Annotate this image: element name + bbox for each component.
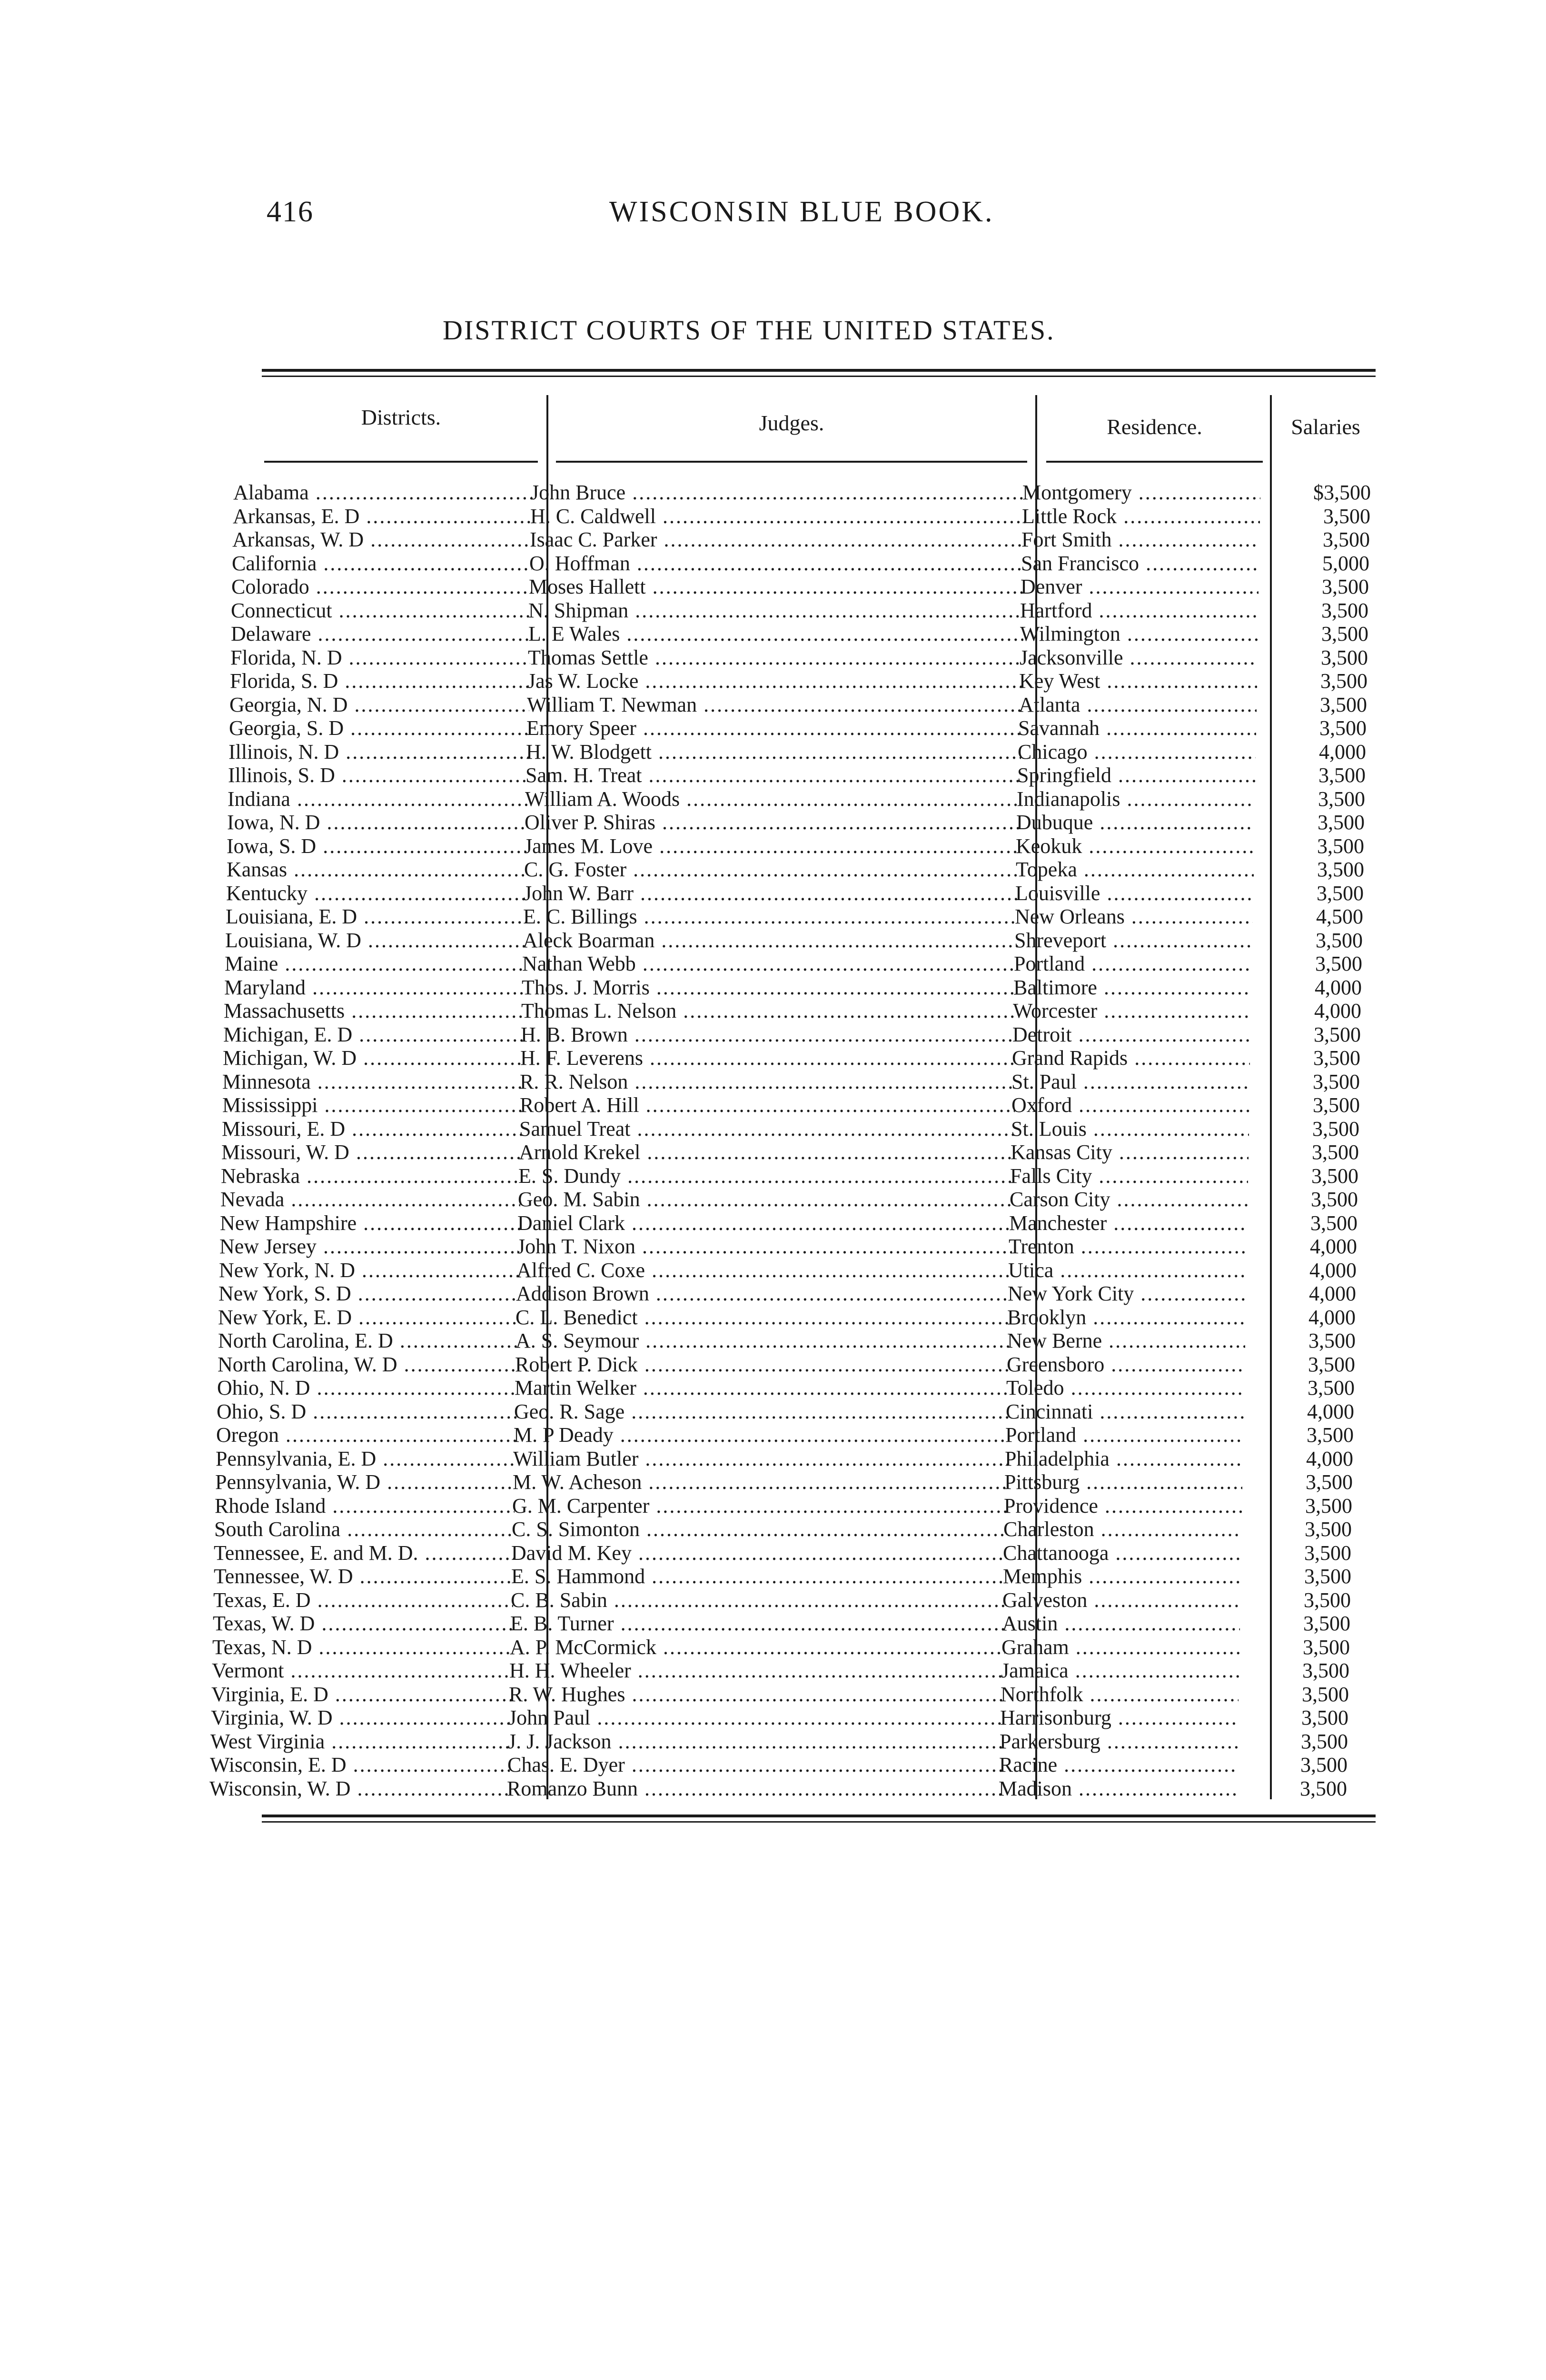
district-cell: New Hampshire ..... [220,1211,520,1235]
residence-cell: Memphis ..... [1003,1565,1241,1588]
table-title: DISTRICT COURTS OF THE UNITED STATES. [443,315,1055,346]
district-cell: North Carolina, E. D ..... [218,1329,518,1352]
salary-cell: 3,500 [1307,1423,1354,1447]
residence-cell: Hartford ..... [1020,599,1258,622]
table-row [0,1588,1546,1612]
salary-cell: 3,500 [1305,1494,1352,1517]
page-number: 416 [267,196,314,228]
salary-cell: 3,500 [1320,693,1367,716]
district-cell: Kansas ..... [227,858,526,881]
judge-cell: H. F. Leverens ..... [520,1046,1015,1070]
residence-cell: Denver ..... [1021,575,1259,598]
judge-cell: H. W. Blodgett ..... [526,740,1021,764]
column-header-salaries: Salaries [1291,415,1360,439]
residence-cell: Harrisonburg ..... [1000,1706,1238,1729]
table-row [0,1376,1546,1399]
judge-cell: R. W. Hughes ..... [509,1683,1004,1706]
table-row [0,929,1546,952]
district-cell: Texas, E. D ..... [213,1588,513,1612]
table-row [0,1636,1546,1659]
district-cell: Wisconsin, W. D ..... [209,1777,509,1800]
residence-cell: Grand Rapids ..... [1012,1046,1250,1070]
residence-cell: New Orleans ..... [1015,905,1253,928]
table-row [0,1211,1546,1235]
judge-cell: A. S. Seymour ..... [515,1329,1011,1352]
residence-cell: Atlanta ..... [1019,693,1257,716]
salary-cell: 4,500 [1316,905,1363,928]
header-underline [1046,461,1263,463]
residence-cell: Savannah ..... [1018,716,1256,740]
running-head: WISCONSIN BLUE BOOK. [609,196,994,228]
district-cell: Texas, N. D ..... [212,1636,512,1659]
residence-cell: Worcester ..... [1013,999,1251,1022]
judge-cell: Jas W. Locke ..... [527,669,1022,693]
table-row [0,811,1546,834]
table-row [0,575,1546,598]
table-row [0,481,1546,504]
district-cell: Mississippi ..... [222,1093,522,1117]
residence-cell: Utica ..... [1008,1259,1246,1282]
district-cell: New Jersey ..... [219,1235,519,1258]
table-row [0,1023,1546,1046]
residence-cell: Philadelphia ..... [1005,1447,1243,1470]
table-row [0,693,1546,716]
judge-cell: E. S. Hammond ..... [511,1565,1006,1588]
bottom-double-rule [262,1815,1376,1817]
district-cell: Georgia, S. D ..... [229,716,529,740]
judge-cell: Robert A. Hill ..... [520,1093,1015,1117]
salary-cell: 3,500 [1303,1612,1350,1635]
residence-cell: Chicago ..... [1018,740,1256,764]
judge-cell: E. C. Billings ..... [523,905,1018,928]
district-cell: Louisiana, W. D ..... [225,929,525,952]
residence-cell: Chattanooga ..... [1003,1541,1241,1565]
residence-cell: Detroit ..... [1012,1023,1250,1046]
salary-cell: 3,500 [1300,1777,1347,1800]
table-row [0,1659,1546,1682]
judge-cell: William A. Woods ..... [525,787,1020,811]
salary-cell: 3,500 [1316,929,1363,952]
district-cell: Rhode Island ..... [215,1494,515,1517]
district-cell: Virginia, E. D ..... [211,1683,511,1706]
judge-cell: Chas. E. Dyer ..... [507,1753,1002,1776]
judge-cell: Robert P. Dick ..... [515,1353,1010,1376]
table-row [0,646,1546,669]
residence-cell: Montgomery ..... [1022,481,1260,504]
salary-cell: 3,500 [1311,1188,1358,1211]
salary-cell: 5,000 [1322,552,1369,575]
district-cell: West Virginia ..... [210,1730,510,1753]
table-row [0,740,1546,764]
table-row [0,1753,1546,1776]
salary-cell: 3,500 [1300,1753,1348,1776]
district-cell: New York, N. D ..... [219,1259,519,1282]
district-cell: Vermont ..... [212,1659,512,1682]
top-double-rule-thin [262,376,1376,377]
district-cell: Michigan, E. D ..... [223,1023,523,1046]
judge-cell: A. P. McCormick ..... [510,1636,1005,1659]
table-row [0,1612,1546,1635]
salary-cell: 3,500 [1317,834,1364,858]
salary-cell: 3,500 [1318,811,1365,834]
judge-cell: O. Hoffman ..... [529,552,1024,575]
salary-cell: 3,500 [1301,1730,1348,1753]
judge-cell: John W. Barr ..... [524,882,1019,905]
salary-cell: $3,500 [1313,481,1371,504]
residence-cell: New Berne ..... [1007,1329,1245,1352]
header-underline [556,461,1027,463]
salary-cell: 3,500 [1315,952,1362,975]
residence-cell: Manchester ..... [1009,1211,1247,1235]
judge-cell: Daniel Clark ..... [517,1211,1012,1235]
district-cell: South Carolina ..... [214,1517,514,1541]
residence-cell: Portland ..... [1005,1423,1243,1447]
residence-cell: San Francisco ..... [1021,552,1259,575]
residence-cell: Brooklyn ..... [1007,1306,1245,1329]
district-cell: Ohio, N. D ..... [217,1376,517,1399]
table-row [0,1259,1546,1282]
judge-cell: Oliver P. Shiras ..... [525,811,1020,834]
judge-cell: C. G. Foster ..... [524,858,1019,881]
residence-cell: Kansas City ..... [1011,1140,1249,1164]
salary-cell: 4,000 [1314,999,1361,1022]
judge-cell: M. W. Acheson ..... [513,1470,1008,1494]
table-row [0,1683,1546,1706]
table-row [0,1046,1546,1070]
table-row [0,599,1546,622]
judge-cell: Sam. H. Treat ..... [525,764,1021,787]
judge-cell: Nathan Webb ..... [522,952,1017,975]
residence-cell: Toledo ..... [1006,1376,1244,1399]
salary-cell: 4,000 [1309,1259,1357,1282]
district-cell: Texas, W. D ..... [213,1612,513,1635]
judge-cell: John T. Nixon ..... [517,1235,1012,1258]
salary-cell: 4,000 [1308,1306,1356,1329]
table-row [0,1093,1546,1117]
district-cell: New York, S. D ..... [218,1282,518,1305]
table-row [0,1235,1546,1258]
residence-cell: Pittsburg ..... [1004,1470,1242,1494]
salary-cell: 3,500 [1314,1023,1361,1046]
table-row [0,1565,1546,1588]
salary-cell: 4,000 [1319,740,1366,764]
judge-cell: L. E Wales ..... [528,622,1023,645]
residence-cell: Graham ..... [1001,1636,1239,1659]
salary-cell: 3,500 [1318,764,1366,787]
residence-cell: Louisville ..... [1015,882,1253,905]
column-header-districts: Districts. [361,405,441,429]
residence-cell: Keokuk ..... [1016,834,1254,858]
judge-cell: Moses Hallett ..... [529,575,1024,598]
judge-cell: N. Shipman ..... [528,599,1023,622]
salary-cell: 3,500 [1304,1565,1351,1588]
residence-cell: Falls City ..... [1010,1164,1248,1188]
residence-cell: Baltimore ..... [1013,976,1251,999]
judge-cell: H. C. Caldwell ..... [530,505,1025,528]
table-row [0,1117,1546,1140]
table-row [0,1777,1546,1800]
judge-cell: Romanzo Bunn ..... [507,1777,1002,1800]
district-cell: Oregon ..... [216,1423,516,1447]
residence-cell: Charleston ..... [1003,1517,1241,1541]
district-cell: Louisiana, E. D ..... [226,905,525,928]
column-header-residence: Residence. [1107,415,1202,439]
residence-cell: Little Rock ..... [1022,505,1260,528]
district-cell: Illinois, N. D ..... [228,740,528,764]
salary-cell: 3,500 [1317,882,1364,905]
table-row [0,1423,1546,1447]
district-cell: Delaware ..... [231,622,531,645]
judge-cell: William T. Newman ..... [527,693,1022,716]
residence-cell: St. Louis ..... [1011,1117,1249,1140]
district-cell: Indiana ..... [228,787,527,811]
table-row [0,1306,1546,1329]
header-underline [264,461,538,463]
salary-cell: 3,500 [1320,669,1368,693]
table-row [0,787,1546,811]
judge-cell: Aleck Boarman ..... [523,929,1018,952]
salary-cell: 3,500 [1312,1117,1359,1140]
salary-cell: 3,500 [1305,1517,1352,1541]
district-cell: California ..... [232,552,532,575]
residence-cell: Oxford ..... [1011,1093,1249,1117]
judge-cell: Thos. J. Morris ..... [522,976,1017,999]
residence-cell: Racine ..... [999,1753,1237,1776]
judge-cell: William Butler ..... [513,1447,1008,1470]
judge-cell: H. B. Brown ..... [521,1023,1016,1046]
table-row [0,552,1546,575]
district-cell: Nevada ..... [220,1188,520,1211]
table-row [0,1494,1546,1517]
residence-cell: Parkersburg ..... [1000,1730,1238,1753]
table-row [0,905,1546,928]
table-row [0,1400,1546,1423]
residence-cell: Wilmington ..... [1020,622,1258,645]
judge-cell: C. B. Sabin ..... [511,1588,1006,1612]
residence-cell: Providence ..... [1004,1494,1242,1517]
residence-cell: Topeka ..... [1016,858,1254,881]
salary-cell: 3,500 [1317,858,1364,881]
salary-cell: 3,500 [1301,1706,1348,1729]
district-cell: Pennsylvania, E. D ..... [216,1447,515,1470]
table-row [0,1541,1546,1565]
judge-cell: C. L. Benedict ..... [515,1306,1011,1329]
table-row [0,1329,1546,1352]
district-cell: Iowa, N. D ..... [227,811,527,834]
salary-cell: 4,000 [1309,1282,1356,1305]
district-cell: Alabama ..... [233,481,533,504]
salary-cell: 3,500 [1310,1211,1358,1235]
table-row [0,882,1546,905]
district-cell: Arkansas, E. D ..... [233,505,533,528]
salary-cell: 4,000 [1306,1447,1353,1470]
residence-cell: Madison ..... [999,1777,1237,1800]
table-row [0,1470,1546,1494]
table-row [0,764,1546,787]
salary-cell: 3,500 [1303,1636,1350,1659]
district-cell: Pennsylvania, W. D ..... [215,1470,515,1494]
judge-cell: John Bruce ..... [531,481,1026,504]
residence-cell: Fort Smith ..... [1021,528,1259,551]
table-row [0,716,1546,740]
salary-cell: 3,500 [1304,1588,1351,1612]
residence-cell: Indianapolis ..... [1017,787,1255,811]
district-cell: North Carolina, W. D ..... [218,1353,517,1376]
table-row [0,1517,1546,1541]
table-row [0,669,1546,693]
judge-cell: Thomas Settle ..... [528,646,1023,669]
table-row [0,1706,1546,1729]
judge-cell: David M. Key ..... [511,1541,1006,1565]
residence-cell: Carson City ..... [1010,1188,1248,1211]
judge-cell: R. R. Nelson ..... [520,1070,1015,1093]
salary-cell: 3,500 [1323,505,1370,528]
judge-cell: James M. Love ..... [524,834,1019,858]
residence-cell: Trenton ..... [1009,1235,1247,1258]
table-row [0,976,1546,999]
judge-cell: Isaac C. Parker ..... [530,528,1025,551]
judge-cell: E. S. Dundy ..... [518,1164,1013,1188]
table-row [0,858,1546,881]
residence-cell: Galveston ..... [1002,1588,1240,1612]
salary-cell: 3,500 [1313,1093,1360,1117]
residence-cell: New York City ..... [1008,1282,1246,1305]
residence-cell: Shreveport ..... [1014,929,1252,952]
residence-cell: Key West ..... [1019,669,1257,693]
judge-cell: Thomas L. Nelson ..... [521,999,1016,1022]
residence-cell: St. Paul ..... [1011,1070,1249,1093]
district-cell: Nebraska ..... [221,1164,521,1188]
salary-cell: 3,500 [1311,1164,1358,1188]
judge-cell: M. P Deady ..... [514,1423,1009,1447]
salary-cell: 3,500 [1323,528,1370,551]
salary-cell: 3,500 [1308,1353,1355,1376]
table-row [0,1070,1546,1093]
salary-cell: 3,500 [1321,599,1368,622]
table-row [0,1730,1546,1753]
district-cell: Tennessee, W. D ..... [214,1565,514,1588]
district-cell: Maine ..... [225,952,525,975]
residence-cell: Portland ..... [1014,952,1252,975]
district-cell: Tennessee, E. and M. D. ..... [214,1541,514,1565]
salary-cell: 4,000 [1315,976,1362,999]
salary-cell: 4,000 [1307,1400,1354,1423]
judge-cell: H. H. Wheeler ..... [509,1659,1004,1682]
district-cell: Missouri, E. D ..... [222,1117,522,1140]
district-cell: Florida, S. D ..... [230,669,530,693]
judge-cell: Geo. M. Sabin ..... [518,1188,1013,1211]
district-cell: Wisconsin, E. D ..... [210,1753,510,1776]
table-row [0,1447,1546,1470]
district-cell: Iowa, S. D ..... [227,834,526,858]
judge-cell: Alfred C. Coxe ..... [516,1259,1011,1282]
district-cell: Massachusetts ..... [224,999,524,1022]
district-cell: Florida, N. D ..... [230,646,530,669]
residence-cell: Greensboro ..... [1007,1353,1245,1376]
judge-cell: J. J. Jackson ..... [508,1730,1003,1753]
salary-cell: 3,500 [1313,1070,1360,1093]
table-row [0,1188,1546,1211]
salary-cell: 3,500 [1308,1329,1356,1352]
table-row [0,1353,1546,1376]
judge-cell: Samuel Treat ..... [519,1117,1014,1140]
table-row [0,1140,1546,1164]
residence-cell: Austin ..... [1002,1612,1240,1635]
district-cell: Georgia, N. D ..... [229,693,529,716]
judge-cell: Geo. R. Sage ..... [514,1400,1009,1423]
judge-cell: John Paul ..... [508,1706,1003,1729]
salary-cell: 3,500 [1318,787,1365,811]
residence-cell: Springfield ..... [1017,764,1255,787]
salary-cell: 3,500 [1319,716,1367,740]
residence-cell: Northfolk ..... [1001,1683,1239,1706]
district-cell: New York, E. D ..... [218,1306,518,1329]
judge-cell: Emory Speer ..... [526,716,1021,740]
bottom-double-rule-thin [262,1821,1376,1823]
salary-cell: 3,500 [1313,1046,1360,1070]
top-double-rule [262,369,1376,372]
salary-cell: 3,500 [1322,575,1369,598]
judge-cell: Addison Brown ..... [516,1282,1011,1305]
table-row [0,622,1546,645]
residence-cell: Jacksonville ..... [1020,646,1258,669]
table-row [0,1164,1546,1188]
residence-cell: Cincinnati ..... [1006,1400,1244,1423]
column-header-judges: Judges. [759,411,824,435]
table-row [0,1282,1546,1305]
salary-cell: 3,500 [1321,646,1368,669]
table-row [0,505,1546,528]
salary-cell: 3,500 [1312,1140,1359,1164]
salary-cell: 3,500 [1304,1541,1351,1565]
salary-cell: 3,500 [1302,1683,1349,1706]
salary-cell: 3,500 [1306,1470,1353,1494]
table-row [0,834,1546,858]
judge-cell: E. B. Turner ..... [510,1612,1005,1635]
district-cell: Connecticut ..... [231,599,531,622]
judge-cell: C. S. Simonton ..... [512,1517,1007,1541]
table-row [0,528,1546,551]
district-cell: Colorado ..... [231,575,531,598]
salary-cell: 4,000 [1310,1235,1357,1258]
judge-cell: Martin Welker ..... [515,1376,1010,1399]
district-cell: Michigan, W. D ..... [223,1046,523,1070]
district-cell: Ohio, S. D ..... [217,1400,516,1423]
residence-cell: Jamaica ..... [1001,1659,1239,1682]
salary-cell: 3,500 [1308,1376,1355,1399]
judge-cell: Arnold Krekel ..... [519,1140,1014,1164]
district-cell: Kentucky ..... [226,882,526,905]
salary-cell: 3,500 [1302,1659,1349,1682]
district-cell: Arkansas, W. D ..... [232,528,532,551]
district-cell: Illinois, S. D ..... [228,764,528,787]
district-cell: Missouri, W. D ..... [221,1140,521,1164]
district-cell: Virginia, W. D ..... [211,1706,511,1729]
table-row [0,999,1546,1022]
district-cell: Maryland ..... [224,976,524,999]
salary-cell: 3,500 [1321,622,1368,645]
table-row [0,952,1546,975]
judge-cell: G. M. Carpenter ..... [512,1494,1007,1517]
residence-cell: Dubuque ..... [1016,811,1254,834]
page-header [267,195,1371,238]
district-cell: Minnesota ..... [222,1070,522,1093]
